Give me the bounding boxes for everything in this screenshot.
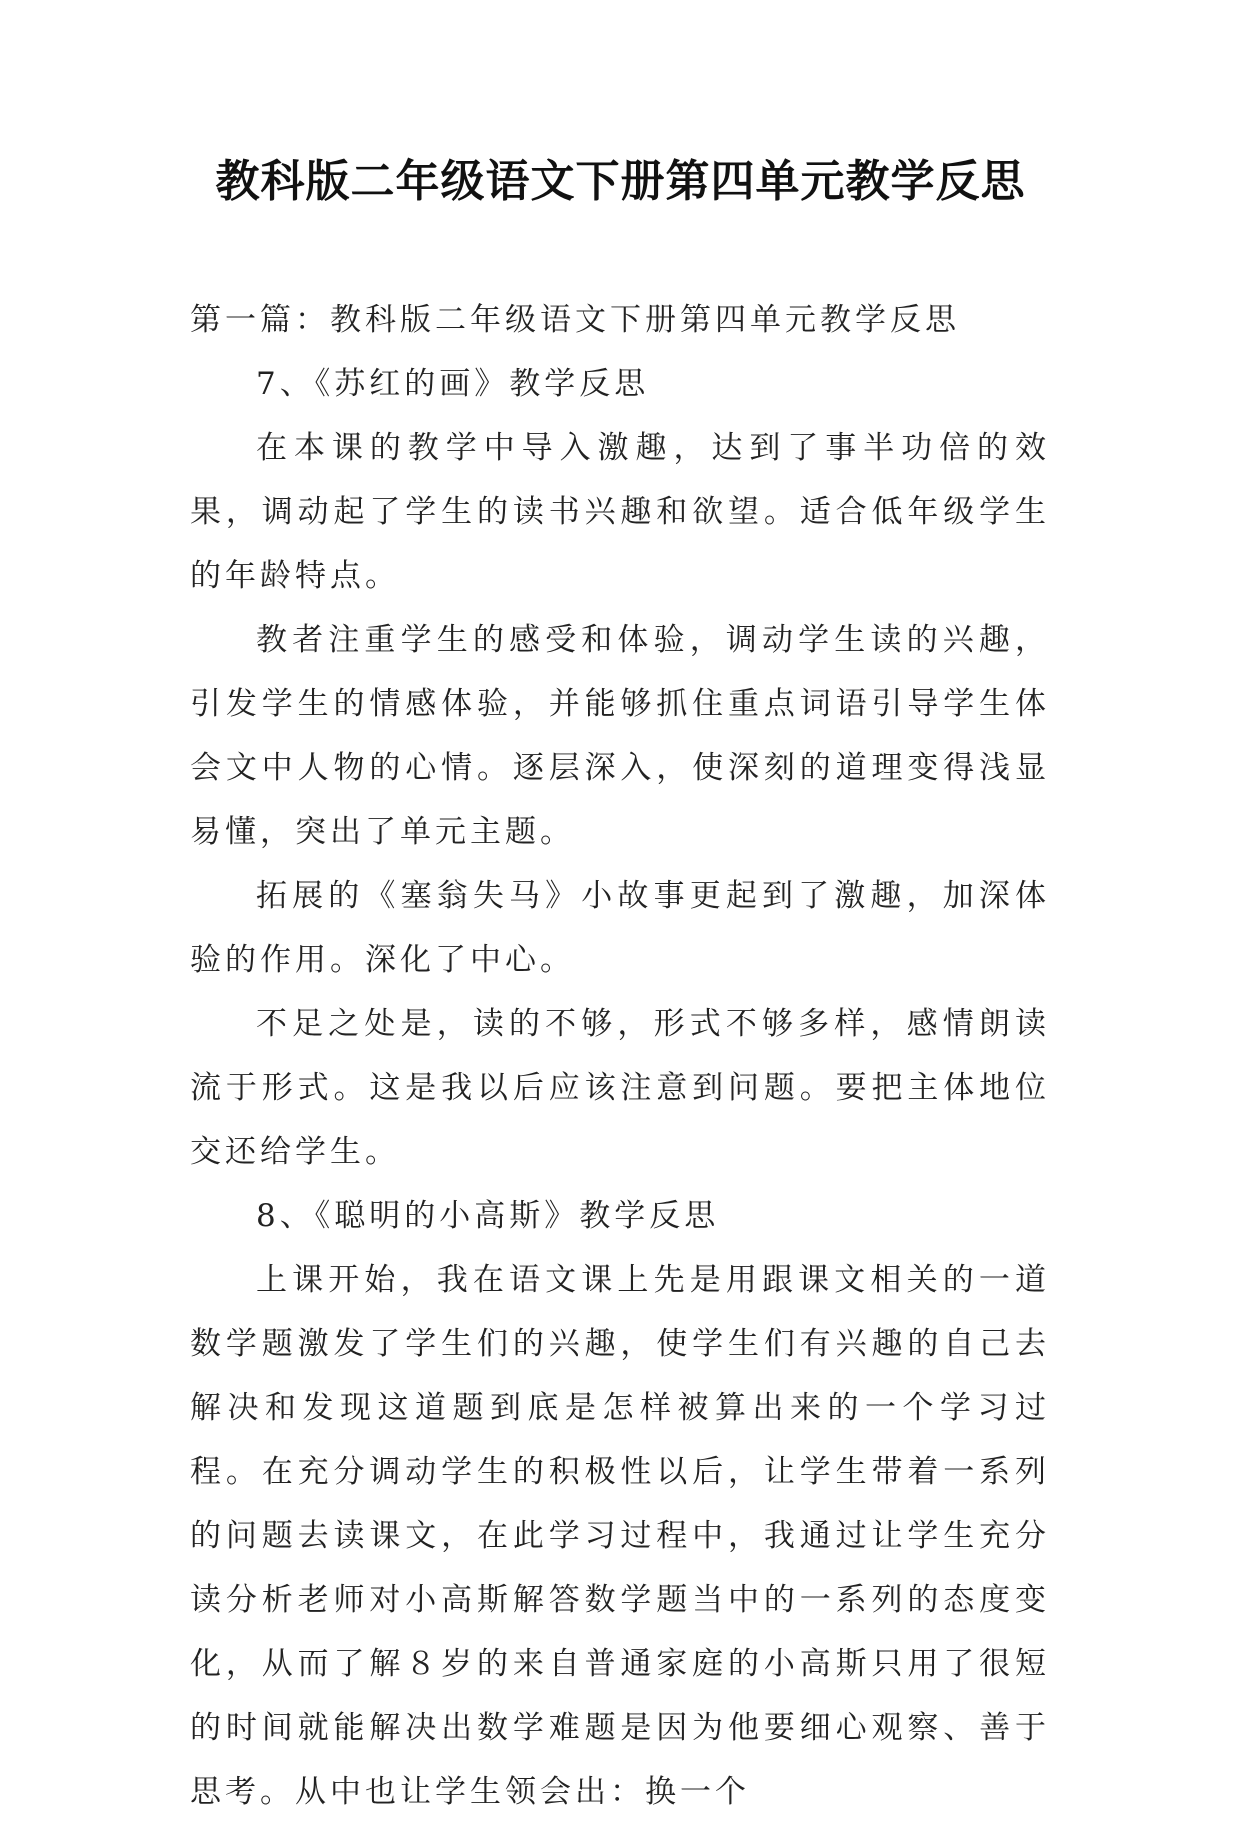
body-paragraph: 不足之处是，读的不够，形式不够多样，感情朗读流于形式。这是我以后应该注意到问题。要把主体地位交还给学生。 — [190, 1006, 1050, 1170]
body-paragraph: 上课开始，我在语文课上先是用跟课文相关的一道数学题激发了学生们的兴趣，使学生们有兴趣的自己去解决和发现这道题到底是怎样被算出来的一个学习过程。在充分调动学生的积极性以后，让学生带着一系列的问题去读课文，在此学习过程中，我通过让学生充分读分析老师对小高斯解答数学题当中的一系列的态度变化，从而了解８岁的来自普通家庭的小高斯只用了很短的时间就能解决出数学难题是因为他要细心观察、善于思考。从中也让学生领会出：换一个 — [190, 1262, 1050, 1810]
body-paragraph: 在本课的教学中导入激趣，达到了事半功倍的效果，调动起了学生的读书兴趣和欲望。适合低年级学生的年龄特点。 — [190, 430, 1050, 594]
body-paragraph: 教者注重学生的感受和体验，调动学生读的兴趣，引发学生的情感体验，并能够抓住重点词语引导学生体会文中人物的心情。逐层深入，使深刻的道理变得浅显易懂，突出了单元主题。 — [190, 622, 1050, 850]
document-title: 教科版二年级语文下册第四单元教学反思 — [215, 156, 1026, 207]
lesson-heading-7: 7、《苏红的画》教学反思 — [256, 366, 650, 402]
body-paragraph: 拓展的《塞翁失马》小故事更起到了激趣，加深体验的作用。深化了中心。 — [190, 878, 1050, 978]
document-body — [190, 288, 1050, 1824]
section-heading: 第一篇：教科版二年级语文下册第四单元教学反思 — [190, 302, 960, 338]
lesson-heading-8: 8、《聪明的小高斯》教学反思 — [256, 1198, 720, 1234]
